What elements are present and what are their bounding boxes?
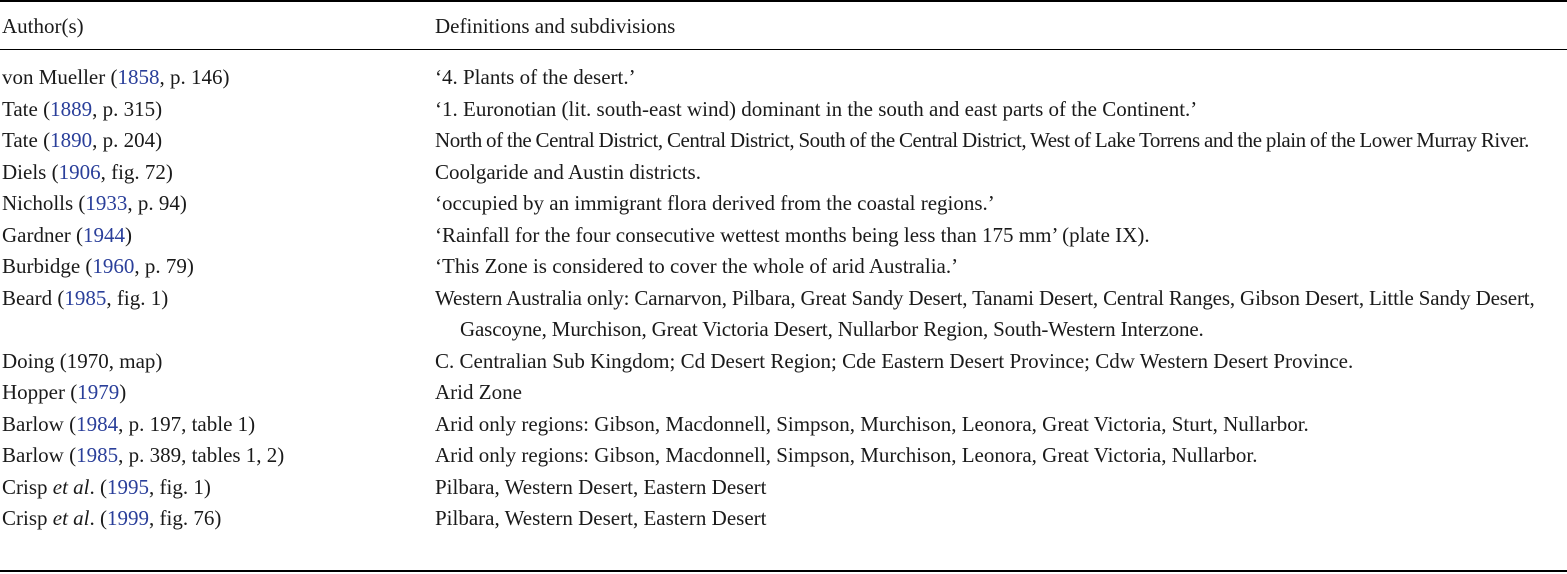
table-header-rule — [0, 49, 1567, 50]
year-link[interactable]: 1889 — [50, 96, 93, 121]
table-row — [0, 220, 1567, 252]
table-row — [0, 62, 1567, 94]
definition-cell: C. Centralian Sub Kingdom; Cd Desert Region; Cde Eastern Desert Province; Cdw Western Desert Province. — [435, 348, 1354, 373]
author-cell: Gardner (1944) — [2, 222, 133, 247]
definition-cell: Pilbara, Western Desert, Eastern Desert — [435, 506, 767, 530]
year-link[interactable]: 1933 — [85, 191, 128, 215]
table-row — [0, 157, 1567, 189]
year-link[interactable]: 1984 — [76, 411, 119, 436]
definition-cell: ‘Rainfall for the four consecutive wettest months being less than 175 mm’ (plate IX). — [435, 222, 1150, 247]
definition-cell: ‘1. Euronotian (lit. south-east wind) dominant in the south and east parts of the Continent.’ — [435, 96, 1198, 121]
table-row — [0, 94, 1567, 126]
table-row — [0, 346, 1567, 378]
definition-cell: ‘This Zone is considered to cover the whole of arid Australia.’ — [435, 254, 959, 278]
year-link[interactable]: 1995 — [107, 474, 150, 499]
column-header-definitions: Definitions and subdivisions — [435, 14, 676, 38]
author-cell: Doing (1970, map) — [2, 348, 163, 373]
author-cell: Barlow (1984, p. 197, table 1) — [2, 411, 256, 436]
year-link[interactable]: 1999 — [107, 506, 150, 530]
table-body — [0, 62, 1567, 535]
table-row — [0, 283, 1567, 346]
year-link[interactable]: 1979 — [77, 380, 120, 404]
definition-cell: ‘occupied by an immigrant flora derived from the coastal regions.’ — [435, 191, 995, 215]
author-cell: Beard (1985, fig. 1) — [2, 285, 169, 310]
author-cell: Hopper (1979) — [2, 380, 127, 404]
author-cell: Diels (1906, fig. 72) — [2, 159, 173, 184]
author-cell: Burbidge (1960, p. 79) — [2, 254, 194, 278]
year-link[interactable]: 1985 — [76, 443, 119, 467]
table-row — [0, 251, 1567, 283]
definition-cell: Western Australia only: Carnarvon, Pilbara, Great Sandy Desert, Tanami Desert, Central Ranges, Gibson Desert, Little Sandy Desert, Gascoyne, Murchison, Great Victoria Desert, Nullarbor Region, South-Western Interzone. — [435, 285, 1535, 341]
year-link[interactable]: 1858 — [117, 65, 160, 89]
author-cell: von Mueller (1858, p. 146) — [2, 65, 230, 89]
definition-cell: Coolgaride and Austin districts. — [435, 159, 701, 184]
author-cell: Crisp et al. (1995, fig. 1) — [2, 474, 211, 499]
definition-cell: Arid only regions: Gibson, Macdonnell, Simpson, Murchison, Leonora, Great Victoria, Sturt, Nullarbor. — [435, 411, 1309, 436]
table-row — [0, 503, 1567, 535]
author-cell: Barlow (1985, p. 389, tables 1, 2) — [2, 443, 285, 467]
author-cell: Tate (1890, p. 204) — [2, 128, 163, 152]
definition-cell: North of the Central District, Central District, South of the Central District, West of Lake Torrens and the plain of the Lower Murray River. — [435, 128, 1529, 152]
table-row — [0, 472, 1567, 504]
year-link[interactable]: 1985 — [64, 285, 107, 310]
column-header-authors: Author(s) — [2, 14, 84, 38]
year-link[interactable]: 1944 — [83, 222, 126, 247]
table-top-rule — [0, 0, 1567, 2]
author-cell: Tate (1889, p. 315) — [2, 96, 163, 121]
definition-cell: Pilbara, Western Desert, Eastern Desert — [435, 474, 767, 499]
table-row — [0, 440, 1567, 472]
table-bottom-rule — [0, 570, 1567, 572]
table-row — [0, 377, 1567, 409]
definition-cell: Arid only regions: Gibson, Macdonnell, Simpson, Murchison, Leonora, Great Victoria, Nullarbor. — [435, 443, 1258, 467]
table-row — [0, 125, 1567, 157]
table-row — [0, 409, 1567, 441]
year-link[interactable]: 1960 — [92, 254, 135, 278]
table-row — [0, 188, 1567, 220]
author-cell: Crisp et al. (1999, fig. 76) — [2, 506, 222, 530]
year-link[interactable]: 1890 — [50, 128, 93, 152]
definition-cell: ‘4. Plants of the desert.’ — [435, 65, 636, 89]
definition-cell: Arid Zone — [435, 380, 522, 404]
year-link[interactable]: 1906 — [58, 159, 101, 184]
author-cell: Nicholls (1933, p. 94) — [2, 191, 187, 215]
